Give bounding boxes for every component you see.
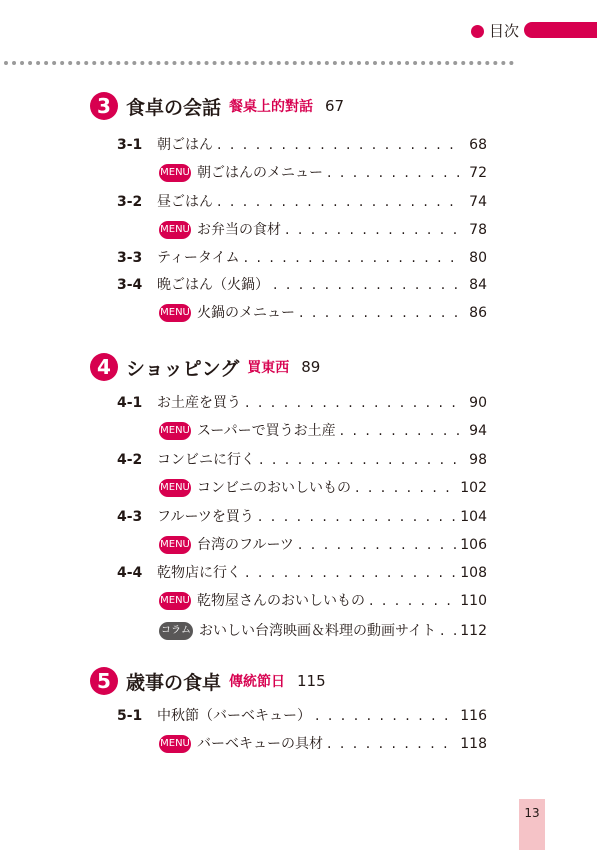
entry-title: お土産を買う [157, 395, 241, 411]
entry-title: 朝ごはんのメニュー [197, 165, 323, 181]
entry-number: 4-2 [117, 452, 143, 468]
leader-dots [285, 220, 459, 240]
toc-subentry-menu[interactable] [159, 734, 487, 754]
toc-subentry-menu[interactable] [159, 220, 487, 240]
entry-page: 98 [469, 452, 487, 468]
entry-title: コンビニのおいしいもの [197, 480, 351, 496]
menu-badge: MENU [159, 735, 191, 753]
leader-dots [369, 591, 456, 611]
entry-number: 4-1 [117, 395, 143, 411]
leader-dots [340, 421, 459, 441]
leader-dots [245, 563, 456, 583]
entry-number: 4-3 [117, 509, 143, 525]
section-3-heading[interactable] [90, 92, 344, 120]
header-tab-bar [524, 22, 597, 38]
entry-page: 104 [460, 509, 487, 525]
entry-number: 3-2 [117, 194, 143, 210]
entry-title: スーパーで買うお土産 [197, 423, 336, 439]
section-page: 115 [297, 672, 326, 690]
column-badge: コラム [159, 622, 193, 640]
section-subtitle: 餐桌上的對話 [229, 99, 314, 115]
menu-badge: MENU [159, 479, 191, 497]
toc-subentry-menu[interactable] [159, 163, 487, 183]
entry-page: 90 [469, 395, 487, 411]
entry-page: 108 [460, 565, 487, 581]
entry-page: 102 [460, 480, 487, 496]
section-number-badge: 4 [90, 353, 118, 381]
toc-subentry-column[interactable] [159, 621, 487, 641]
entry-number: 3-4 [117, 277, 143, 293]
section-page: 67 [325, 97, 345, 115]
leader-dots [244, 248, 459, 268]
toc-entry-4-3[interactable] [117, 507, 487, 527]
leader-dots [245, 393, 459, 413]
section-5-heading[interactable] [90, 667, 326, 695]
toc-entry-3-1[interactable] [117, 135, 487, 155]
toc-subentry-menu[interactable] [159, 421, 487, 441]
entry-title: 朝ごはん [157, 137, 213, 153]
leader-dots [298, 535, 456, 555]
entry-page: 112 [460, 623, 487, 639]
entry-title: 乾物屋さんのおいしいもの [197, 593, 365, 609]
entry-title: 乾物店に行く [157, 565, 241, 581]
entry-title: 晩ごはん（火鍋） [157, 277, 269, 293]
leader-dots [440, 621, 456, 641]
toc-entry-3-3[interactable] [117, 248, 487, 268]
entry-page: 110 [460, 593, 487, 609]
section-4-heading[interactable] [90, 353, 320, 381]
leader-dots [315, 706, 456, 726]
entry-page: 94 [469, 423, 487, 439]
leader-dots [259, 450, 459, 470]
entry-number: 4-4 [117, 565, 143, 581]
entry-title: おいしい台湾映画＆料理の動画サイト [199, 623, 437, 639]
entry-page: 78 [469, 222, 487, 238]
page-number: 13 [524, 806, 540, 820]
entry-title: 台湾のフルーツ [197, 537, 294, 553]
leader-dots [217, 192, 459, 212]
leader-dots [327, 734, 456, 754]
entry-page: 68 [469, 137, 487, 153]
entry-title: コンビニに行く [157, 452, 255, 468]
section-title: 歳事の食卓 [126, 671, 222, 694]
menu-badge: MENU [159, 304, 191, 322]
toc-entry-4-1[interactable] [117, 393, 487, 413]
entry-number: 3-3 [117, 250, 143, 266]
toc-subentry-menu[interactable] [159, 535, 487, 555]
entry-page: 86 [469, 305, 487, 321]
toc-entry-3-4[interactable] [117, 275, 487, 295]
menu-badge: MENU [159, 221, 191, 239]
entry-page: 74 [469, 194, 487, 210]
entry-page: 116 [460, 708, 487, 724]
leader-dots [273, 275, 459, 295]
toc-subentry-menu[interactable] [159, 591, 487, 611]
leader-dots [299, 303, 459, 323]
section-title: ショッピング [126, 357, 240, 380]
entry-page: 118 [460, 736, 487, 752]
entry-page: 106 [460, 537, 487, 553]
toc-entry-4-4[interactable] [117, 563, 487, 583]
section-page: 89 [301, 358, 321, 376]
bullet-dot-icon [471, 25, 484, 38]
section-subtitle: 傳統節日 [229, 674, 286, 690]
menu-badge: MENU [159, 164, 191, 182]
page-header [0, 0, 597, 60]
entry-page: 80 [469, 250, 487, 266]
section-title: 食卓の会話 [126, 96, 222, 119]
toc-subentry-menu[interactable] [159, 303, 487, 323]
leader-dots [258, 507, 456, 527]
entry-page: 84 [469, 277, 487, 293]
toc-subentry-menu[interactable] [159, 478, 487, 498]
section-number-badge: 5 [90, 667, 118, 695]
entry-title: 火鍋のメニュー [197, 305, 295, 321]
entry-title: 昼ごはん [157, 194, 213, 210]
entry-title: 中秋節（バーベキュー） [157, 708, 311, 724]
leader-dots [217, 135, 459, 155]
entry-title: バーベキューの具材 [197, 736, 323, 752]
menu-badge: MENU [159, 536, 191, 554]
toc-entry-5-1[interactable] [117, 706, 487, 726]
entry-title: ティータイム [157, 250, 240, 266]
section-number-badge: 3 [90, 92, 118, 120]
page-title: 目次 [489, 22, 520, 40]
dotted-divider [4, 61, 514, 65]
menu-badge: MENU [159, 422, 191, 440]
entry-title: お弁当の食材 [197, 222, 281, 238]
entry-number: 5-1 [117, 708, 143, 724]
menu-badge: MENU [159, 592, 191, 610]
section-subtitle: 買東西 [247, 360, 290, 376]
entry-title: フルーツを買う [157, 509, 254, 525]
toc-entry-4-2[interactable] [117, 450, 487, 470]
leader-dots [355, 478, 456, 498]
entry-page: 72 [469, 165, 487, 181]
leader-dots [327, 163, 459, 183]
toc-entry-3-2[interactable] [117, 192, 487, 212]
entry-number: 3-1 [117, 137, 143, 153]
